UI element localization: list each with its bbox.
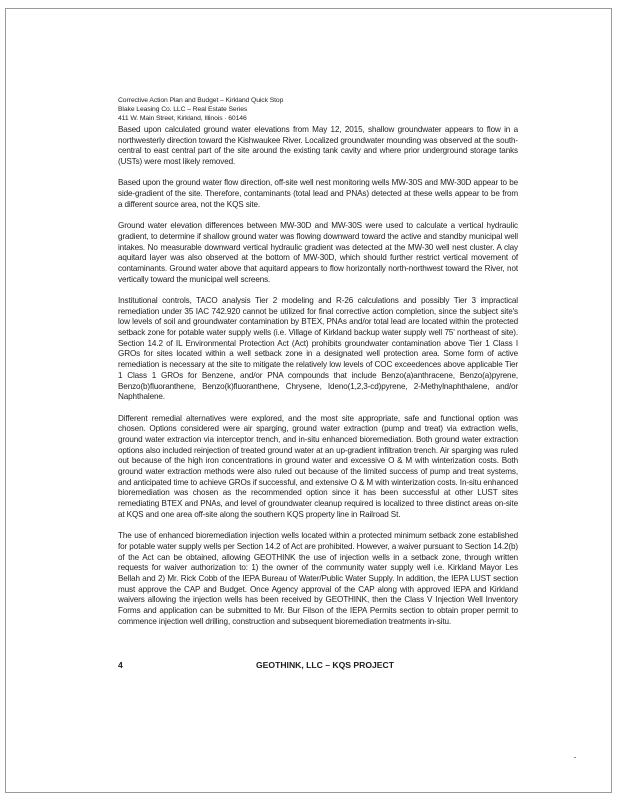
- scan-speck: [574, 757, 576, 758]
- body-text: [118, 125, 518, 638]
- page-number: 4: [118, 660, 123, 670]
- header-report-title: Corrective Action Plan and Budget – Kirkland Quick Stop: [118, 97, 284, 104]
- paragraph-groundwater-flow: Based upon calculated ground water elevations from May 12, 2015, shallow groundwater appears to flow in a northwesterly direction toward the Kishwaukee River. Localized groundwater mounding was observed at the south-central to east central part of the site around the existing tank cavity and where prior underground storage tanks (USTs) were most likely removed.: [118, 125, 518, 167]
- header-client-name: Blake Leasing Co. LLC – Real Estate Series: [118, 105, 248, 113]
- paragraph-vertical-gradient: Ground water elevation differences between MW-30D and MW-30S were used to calculate a vertical hydraulic gradient, to determine if shallow ground water was flowing downward toward the active and standby municipal well intakes. No measurable downward vertical hydraulic gradient was detected at the MW-30 well nest cluster. A clay aquitard layer was also observed at the bottom of MW-30D, which should further restrict vertical movement of contaminants. Ground water above that aquitard appears to flow horizontally north-northwest toward the River, not vertically toward the municipal well screens.: [118, 221, 518, 284]
- document-header: [118, 97, 518, 123]
- paragraph-side-gradient-wells: Based upon the ground water flow direction, off-site well nest monitoring wells MW-30S and MW-30D appear to be side-gradient of the site. Therefore, contaminants (total lead and PNAs) detected at these wells appear to be from a different source area, not the KQS site.: [118, 178, 518, 209]
- paragraph-remedial-alternatives: Different remedial alternatives were explored, and the most site appropriate, safe and functional option was chosen. Options considered were air sparging, ground water extraction (pump and treat) via extraction wells, ground water extraction via interceptor trench, and in-situ enhanced bioremediation. Both ground water extraction options also included reinjection of treated ground water at an up-gradient infiltration trench. Air sparging was ruled out because of the high iron concentrations in ground water and excessive O & M with winterization costs. Both ground water extraction methods were also ruled out because of the limited success of pump and treat systems, and anticipated time to achieve GROs if successful, and extensive O & M with winterization costs. In-situ enhanced bioremediation was chosen as the recommended option since it has been successful at other LUST sites remediating BTEX and PNAs, and level of groundwater cleanup required is localized to three distinct areas on-site at KQS and one area off-site along the southern KQS property line in Railroad St.: [118, 413, 518, 519]
- footer-title: GEOTHINK, LLC – KQS PROJECT: [256, 660, 394, 670]
- paragraph-institutional-controls: Institutional controls, TACO analysis Tier 2 modeling and R-26 calculations and possibly Tier 3 impractical remediation under 35 IAC 742.920 cannot be utilized for final corrective action completion, since the subject site's low levels of soil and groundwater contamination by BTEX, PNAs and/or total lead are located within the protected setback zone for potable water supply wells (i.e. Village of Kirkland backup water supply well 75' northeast of site). Section 14.2 of IL Environmental Protection Act (Act) prohibits groundwater contamination above Tier 1 Class I GROs for sites located within a well setback zone in a designated well protection area. Some form of active remediation is necessary at the site to mitigate the relatively low levels of COC exceedences above applicable Tier 1 Class 1 GROs for Benzene, and/or PNA compounds that include Benzo(a)anthracene, Benzo(a)pyrene, Benzo(b)fluoranthene, Benzo(k)fluoranthene, Chrysene, Ideno(1,2,3-cd)pyrene, 2-Methylnaphthalene, and/or Naphthalene.: [118, 295, 518, 402]
- paragraph-injection-wells: The use of enhanced bioremediation injection wells located within a protected minimum setback zone established for potable water supply wells per Section 14.2 of Act are prohibited. However, a waiver pursuant to Section 14.2(b) of the Act can be obtained, allowing GEOTHINK the use of injection wells in a setback zone, through written requests for waiver authorization to: 1) the owner of the community water supply well i.e. Kirkland Mayor Les Bellah and 2) Mr. Rick Cobb of the IEPA Bureau of Water/Public Water Supply. In addition, the IEPA LUST section must approve the CAP and Budget. Once Agency approval of the CAP along with approved IEPA and Kirkland waivers allowing the injection wells has been received by GEOTHINK, then the Class V Injection Well Inventory Forms and application can be submitted to Mr. Bur Filson of the IEPA Permits section to obtain proper permit to commence injection well drilling, construction and subsequent bioremediation treatments in-situ.: [118, 531, 518, 626]
- header-site-address: 411 W. Main Street, Kirkland, Illinois · 60146: [118, 114, 247, 122]
